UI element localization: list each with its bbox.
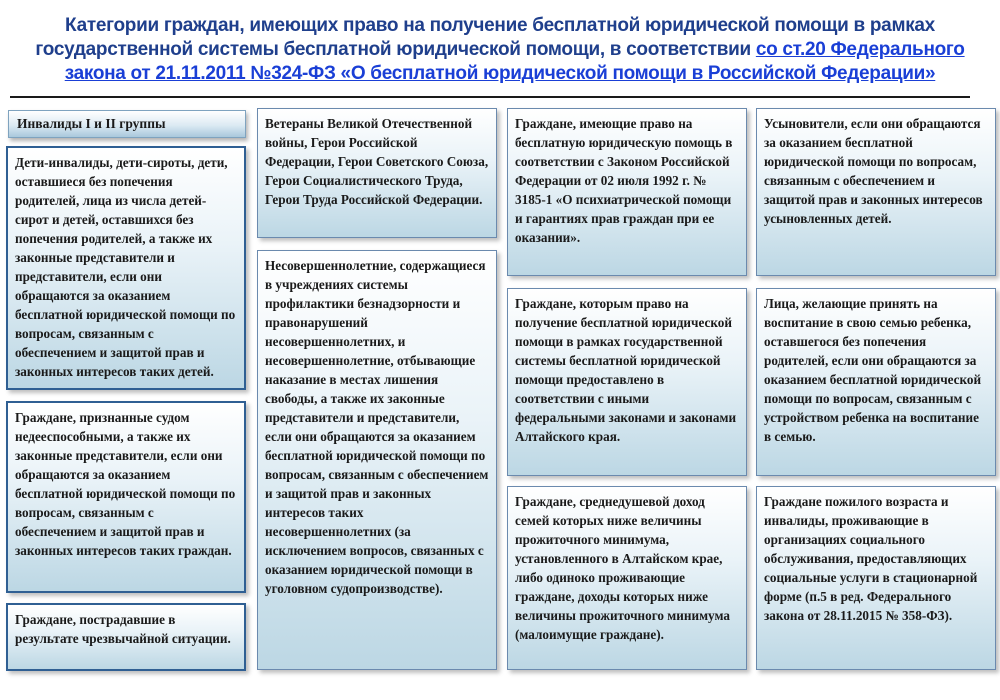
title-divider (10, 96, 970, 98)
category-box-incapable: Граждане, признанные судом недееспособными, а также их законные представители, если они обращаются за оказанием бесплатной юридической помощи по вопросам, связанным с обеспечением и защитой прав и законных интересов таких граждан. (6, 401, 246, 593)
category-box-low-income: Граждане, среднедушевой доход семей которых ниже величины прожиточного минимума, установленного в Алтайском крае, либо одиноко проживающие граждане, доходы которых ниже величины прожиточного минимума (малоимущие граждане). (507, 486, 747, 670)
page-title (20, 14, 980, 86)
category-box-children: Дети-инвалиды, дети-сироты, дети, оставшиеся без попечения родителей, лица из числа детей-сирот и детей, оставшихся без попечения родителей, а также их законные представители и представители, если они обращаются за оказанием бесплатной юридической помощи по вопросам, связанным с обеспечением и защитой прав и законных интересов таких детей. (6, 146, 246, 390)
category-box-other-laws: Граждане, которым право на получение бесплатной юридической помощи в рамках государственной системы бесплатной юридической помощи предоставлено в соответствии с иными федеральными законами и законами Алтайского края. (507, 288, 747, 476)
category-box-emergency: Граждане, пострадавшие в результате чрезвычайной ситуации. (6, 603, 246, 671)
category-box-veterans: Ветераны Великой Отечественной войны, Герои Российской Федерации, Герои Советского Союза, Герои Социалистического Труда, Герои Труда Российской Федерации. (257, 108, 497, 238)
law-link[interactable]: со ст.20 Федерального закона от 21.11.2011 №324-ФЗ «О бесплатной юридической помощи в Российской Федерации» (64, 39, 965, 84)
category-box-foster: Лица, желающие принять на воспитание в свою семью ребенка, оставшегося без попечения родителей, если они обращаются за оказанием бесплатной юридической помощи по вопросам, связанным с устройством ребенка на воспитание в семью. (756, 288, 996, 476)
category-header-disabled: Инвалиды I и II группы (8, 110, 246, 138)
category-box-psychiatric: Граждане, имеющие право на бесплатную юридическую помощь в соответствии с Законом Российской Федерации от 02 июля 1992 г. № 3185-1 «О психиатрической помощи и гарантиях прав граждан при ее оказании». (507, 108, 747, 276)
category-box-elderly: Граждане пожилого возраста и инвалиды, проживающие в организациях социального обслуживания, предоставляющих социальные услуги в стационарной форме (п.5 в ред. Федерального закона от 28.11.2015 № 358-ФЗ). (756, 486, 996, 670)
category-box-adopters: Усыновители, если они обращаются за оказанием бесплатной юридической помощи по вопросам, связанным с обеспечением и защитой прав и законных интересов усыновленных детей. (756, 108, 996, 276)
title-text: Категории граждан, имеющих право на получение бесплатной юридической помощи в рамках государственной системы бесплатной юридической помощи, в соответствии (35, 15, 935, 60)
category-box-minors: Несовершеннолетние, содержащиеся в учреждениях системы профилактики безнадзорности и правонарушений несовершеннолетних, и несовершеннолетние, отбывающие наказание в местах лишения свободы, а также их законные представители и представители, если они обращаются за оказанием бесплатной юридической помощи по вопросам, связанным с обеспечением и защитой прав и законных интересов таких несовершеннолетних (за исключением вопросов, связанных с оказанием юридической помощи в уголовном судопроизводстве). (257, 250, 497, 670)
